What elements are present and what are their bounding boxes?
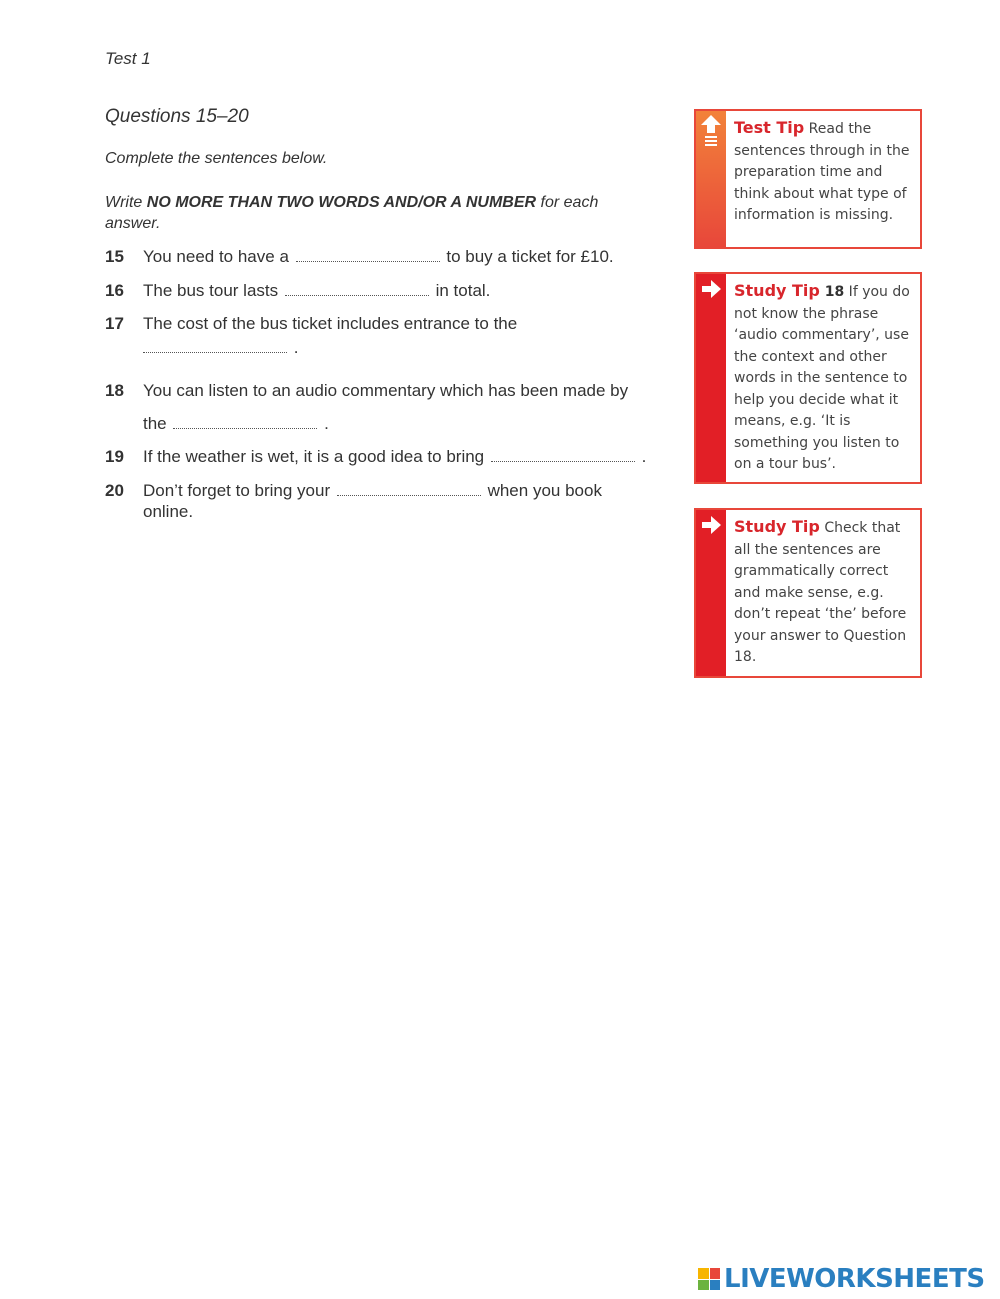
question-text-after: . <box>641 447 647 466</box>
answer-blank-15[interactable] <box>296 249 440 262</box>
question-number: 20 <box>105 481 124 500</box>
tip-label: Study Tip <box>734 281 820 300</box>
instruction-complete: Complete the sentences below. <box>105 150 328 167</box>
question-20 <box>105 480 665 524</box>
question-number: 15 <box>105 247 124 266</box>
instruction-pre: Write <box>105 194 147 211</box>
page-header: Test 1 <box>105 49 151 68</box>
question-text-line2: online. <box>143 502 194 521</box>
liveworksheets-logo <box>698 1264 985 1294</box>
up-arrow-icon <box>696 111 726 151</box>
answer-blank-18[interactable] <box>173 416 317 429</box>
question-text: You can listen to an audio commentary which has been made by <box>143 381 629 400</box>
test-tip-box <box>694 109 922 249</box>
question-number: 17 <box>105 314 124 333</box>
logo-mark-icon <box>698 1268 720 1290</box>
right-arrow-icon <box>696 510 726 540</box>
tip-body: Check that all the sentences are grammatically correct and make sense, e.g. don’t repeat ‘the’ before your answer to Question 18. <box>734 520 907 665</box>
tip-sidebar <box>696 274 726 482</box>
question-text-line2: the <box>143 414 167 433</box>
question-text-after: . <box>324 414 329 433</box>
answer-blank-20[interactable] <box>337 483 481 496</box>
question-text: The cost of the bus ticket includes entrance to the <box>143 314 518 333</box>
tip-label: Test Tip <box>734 118 805 137</box>
question-15 <box>105 246 665 268</box>
question-text-after: when you book <box>487 481 602 500</box>
question-18 <box>105 380 675 436</box>
question-text: You need to have a <box>143 247 289 266</box>
question-number: 16 <box>105 281 124 300</box>
tip-label: Study Tip <box>734 517 820 536</box>
answer-blank-17[interactable] <box>143 340 287 353</box>
study-tip-box-general <box>694 508 922 678</box>
question-text: Don’t forget to bring your <box>143 481 331 500</box>
question-text: The bus tour lasts <box>143 281 279 300</box>
tip-text <box>734 280 912 476</box>
questions-title: Questions 15–20 <box>105 106 249 127</box>
question-text-after: . <box>293 338 299 357</box>
study-tip-box-18 <box>694 272 922 484</box>
right-arrow-icon <box>696 274 726 304</box>
question-number: 18 <box>105 381 124 400</box>
question-17 <box>105 313 665 363</box>
answer-blank-19[interactable] <box>491 449 635 462</box>
question-text-after: in total. <box>435 281 491 300</box>
question-19 <box>105 446 675 468</box>
tip-sidebar <box>696 510 726 676</box>
answer-blank-16[interactable] <box>285 283 429 296</box>
instruction-word-limit <box>105 192 645 234</box>
question-text: If the weather is wet, it is a good idea to bring <box>143 447 485 466</box>
logo-text: LIVEWORKSHEETS <box>724 1264 985 1294</box>
question-text-after: to buy a ticket for £10. <box>446 247 614 266</box>
instruction-bold: NO MORE THAN TWO WORDS AND/OR A NUMBER <box>146 194 537 211</box>
tip-text <box>734 117 912 227</box>
tip-body: Read the sentences through in the preparation time and think about what type of information is missing. <box>734 121 910 223</box>
question-number: 19 <box>105 447 124 466</box>
instruction-post: for each answer. <box>105 194 599 232</box>
question-16 <box>105 280 665 302</box>
tip-sidebar <box>696 111 726 247</box>
tip-body: If you do not know the phrase ‘audio commentary’, use the context and other words in the sentence to help you decide what it means, e.g. ‘It is something you listen to on a tour bus’. <box>734 284 910 472</box>
tip-question-ref: 18 <box>819 284 845 300</box>
tip-text <box>734 516 912 669</box>
